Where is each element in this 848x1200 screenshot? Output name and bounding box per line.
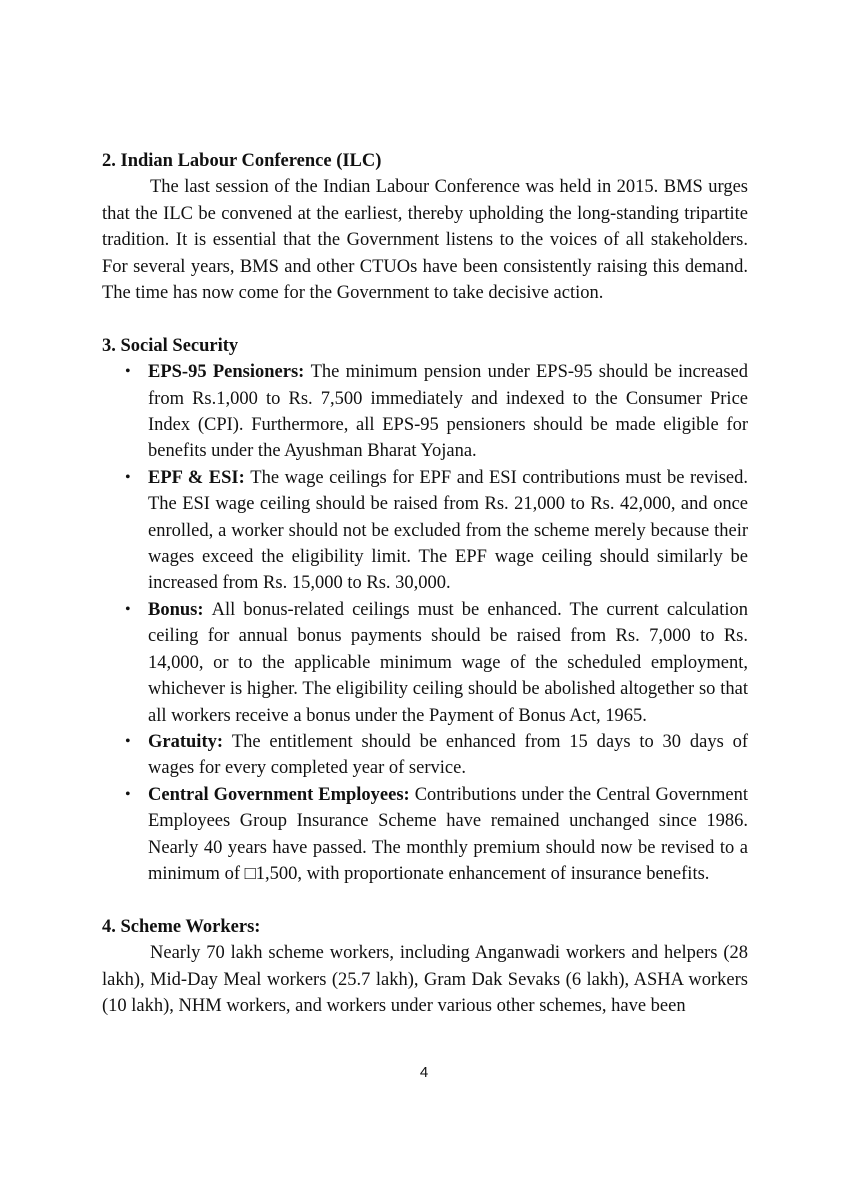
list-item-lead: Central Government Employees:	[148, 784, 415, 805]
list-item	[102, 359, 748, 465]
list-item-text: The entitlement should be enhanced from 15 days to 30 days of wages for every completed year of service.	[148, 731, 748, 779]
bullet-icon: •	[125, 785, 131, 803]
list-item	[102, 729, 748, 782]
bullet-icon: •	[125, 468, 131, 486]
list-item-lead: EPF & ESI:	[148, 467, 251, 488]
section-paragraph-scheme-workers: Nearly 70 lakh scheme workers, including Anganwadi workers and helpers (28 lakh), Mid-Day Meal workers (25.7 lakh), Gram Dak Sevaks (6 lakh), ASHA workers (10 lakh), NHM workers, and workers under various other schemes, have been	[102, 943, 748, 1016]
bullet-icon: •	[125, 600, 131, 618]
page-content	[102, 148, 748, 1019]
section-paragraph-ilc: The last session of the Indian Labour Conference was held in 2015. BMS urges that the ILC be convened at the earliest, thereby upholding the long-standing tripartite tradition. It is essential that the Government listens to the voices of all stakeholders. For several years, BMS and other CTUOs have been consistently raising this demand. The time has now come for the Government to take decisive action.	[102, 177, 748, 304]
list-item-lead: EPS-95 Pensioners:	[148, 362, 311, 383]
list-item-text: Contributions under the Central Government Employees Group Insurance Scheme have remained unchanged since 1986. Nearly 40 years have passed. The monthly premium should now be revised to a minimum of □1,500, with proportionate enhancement of insurance benefits.	[148, 784, 748, 884]
bullet-icon: •	[125, 732, 131, 750]
section-spacer	[102, 887, 748, 913]
section-heading-ilc: 2. Indian Labour Conference (ILC)	[102, 151, 382, 171]
list-item-lead: Gratuity:	[148, 731, 232, 752]
list-item-text: The wage ceilings for EPF and ESI contributions must be revised. The ESI wage ceiling should be raised from Rs. 21,000 to Rs. 42,000, and once enrolled, a worker should not be excluded from the scheme merely because their wages exceed the eligibility limit. The EPF wage ceiling should similarly be increased from Rs. 15,000 to Rs. 30,000.	[148, 467, 748, 594]
list-item	[102, 782, 748, 888]
list-item-lead: Bonus:	[148, 599, 212, 620]
section-heading-social-security: 3. Social Security	[102, 335, 239, 356]
bullet-icon: •	[125, 363, 131, 381]
list-item	[102, 597, 748, 729]
list-item-text: All bonus-related ceilings must be enhanced. The current calculation ceiling for annual bonus payments should be raised from Rs. 7,000 to Rs. 14,000, or to the applicable minimum wage of the scheduled employment, whichever is higher. The eligibility ceiling should be abolished altogether so that all workers receive a bonus under the Payment of Bonus Act, 1965.	[148, 599, 748, 726]
social-security-list	[102, 359, 748, 887]
list-item	[102, 465, 748, 597]
section-heading-scheme-workers: 4. Scheme Workers:	[102, 916, 261, 937]
section-spacer	[102, 306, 748, 332]
page-number: 4	[419, 1064, 429, 1081]
list-item-text: The minimum pension under EPS-95 should be increased from Rs.1,000 to Rs. 7,500 immediately and indexed to the Consumer Price Index (CPI). Furthermore, all EPS-95 pensioners should be made eligible for benefits under the Ayushman Bharat Yojana.	[148, 362, 748, 462]
